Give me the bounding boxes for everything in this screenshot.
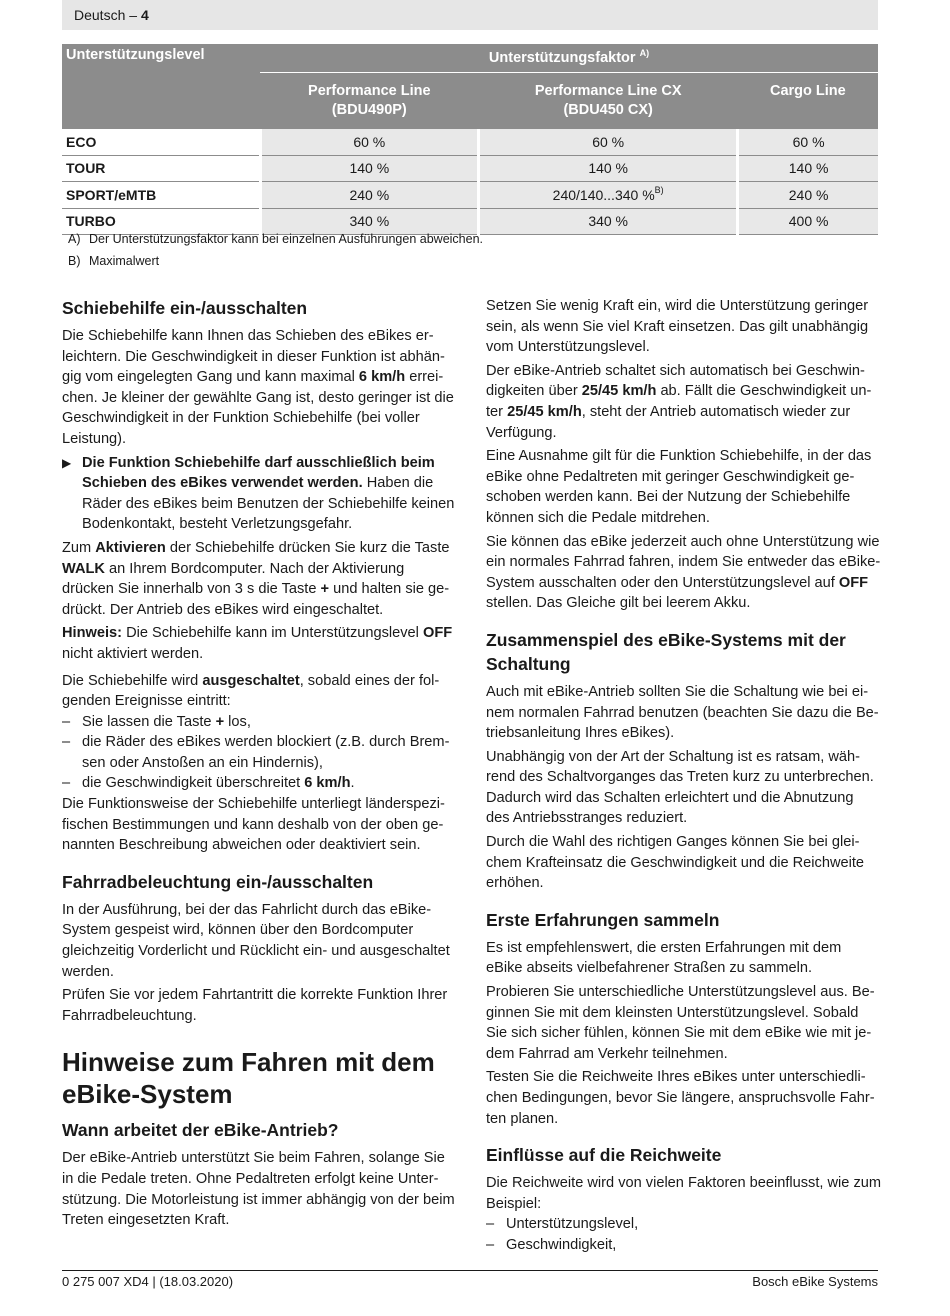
paragraph <box>486 532 881 614</box>
paragraph: Der eBike-Antrieb unterstützt Sie beim Fahren, solange Sie in die Pedale treten. Ohne Pedaltreten erfolgt keine Unterstützung. Die Motorleistung ist immer abhängig von der beim Treten eingesetzten Kraft. <box>62 1150 455 1229</box>
left-column <box>62 296 457 1234</box>
value-cell <box>479 129 738 155</box>
text: ab. Fällt die Geschwindigkeit unter <box>486 383 872 420</box>
support-factor-table <box>62 44 878 235</box>
value-cell: 240 % <box>260 182 479 209</box>
value-cell: 60 % <box>738 129 878 155</box>
value-text: 140 % <box>588 160 629 177</box>
paragraph <box>62 326 457 450</box>
text: Geschwindigkeit, <box>506 1236 617 1253</box>
table-row <box>62 208 878 235</box>
text: , steht der Antrieb automatisch wieder zur Verfügung. <box>486 403 851 441</box>
text: erreichen. Je kleiner der gewählte Gang ist, desto geringer ist die Geschwindigkeit in der Funktion Schiebehilfe (bei voller Leistung). <box>62 369 454 447</box>
brand-name: Bosch eBike Systems <box>752 1274 878 1289</box>
text: die Räder des eBikes werden blockiert (z.B. durch Bremsen oder Anstoßen an ein Hindernis), <box>82 734 450 771</box>
table-row <box>62 155 878 182</box>
text-bold: OFF <box>838 574 869 591</box>
text-bold: ausgeschaltet <box>202 672 300 689</box>
heading-zusammenspiel: Zusammenspiel des eBike-Systems mit der Schaltung <box>486 629 846 674</box>
list-item <box>486 1214 881 1235</box>
value-cell: 60 % <box>260 129 479 155</box>
warning-bold: Die Funktion Schiebehilfe darf ausschließlich beim Schieben des eBikes verwendet werden. <box>82 454 435 492</box>
paragraph: Es ist empfehlenswert, die ersten Erfahrungen mit dem eBike abseits vielbefahrener Straßen zu sammeln. <box>486 939 842 977</box>
right-column <box>486 296 881 1256</box>
value-cell: 400 % <box>738 208 878 235</box>
list-item <box>62 732 457 773</box>
text: , sobald eines der folgenden Ereignisse eintritt: <box>62 672 440 710</box>
header-line1: Performance Line CX <box>534 83 682 99</box>
text: Der eBike-Antrieb schaltet sich automatisch bei Geschwindigkeiten über <box>486 362 865 400</box>
header-line2: (BDU490P) <box>331 102 407 118</box>
footnote <box>68 254 483 268</box>
text: Die Schiebehilfe kann Ihnen das Schieben des eBikes erleichtern. Die Geschwindigkeit in dieser Funktion ist abhängig vom eingelegten Gang und kann maximal <box>62 328 445 386</box>
value-text: 340 % <box>588 213 629 230</box>
heading-fahrradbeleuchtung: Fahrradbeleuchtung ein-/ausschalten <box>62 871 374 892</box>
footnote <box>68 232 483 246</box>
page-footer <box>62 1270 878 1289</box>
text: stellen. Das Gleiche gilt bei leerem Akku. <box>486 595 751 612</box>
column-header-level: Unterstützungslevel <box>62 44 260 129</box>
value-text: 60 % <box>592 133 625 150</box>
table-footnotes <box>68 232 483 276</box>
text-bold: Aktivieren <box>95 539 166 556</box>
text: Die Schiebehilfe wird <box>62 672 203 689</box>
paragraph: In der Ausführung, bei der das Fahrlicht durch das eBike-System gespeist wird, können über den Bordcomputer gleichzeitig Vorderlicht und Rücklicht ein- und ausgeschaltet werden. <box>62 901 450 980</box>
text-bold: 25/45 km/h <box>507 403 582 420</box>
paragraph <box>62 538 457 620</box>
text-bold: OFF <box>422 625 453 642</box>
factor-header-text: Unterstützungsfaktor <box>488 50 636 66</box>
table-row <box>62 182 878 209</box>
text-bold: 25/45 km/h <box>581 383 657 400</box>
text: Unterstützungslevel, <box>506 1216 639 1233</box>
value-cell: 240 % <box>738 182 878 209</box>
footnote-mark: B) <box>654 184 664 195</box>
page-number: 4 <box>140 7 149 23</box>
text-bold: Hinweis: <box>62 625 123 642</box>
dash-bullet: – <box>62 713 71 730</box>
factor-footnote-mark: A) <box>639 48 650 58</box>
warning-item <box>62 453 457 535</box>
text: Zum <box>62 539 96 556</box>
header-line1: Cargo Line <box>769 83 846 99</box>
paragraph: Eine Ausnahme gilt für die Funktion Schiebehilfe, in der das eBike ohne Pedaltreten mit geringer Geschwindigkeit geschoben werden kann. Bei der Nutzung der Schiebehilfe können sich die Pedale mitdrehen. <box>486 448 872 526</box>
level-cell: TURBO <box>62 208 260 235</box>
text: und halten sie gedrückt. Der Antrieb des eBikes wird eingeschaltet. <box>62 581 450 618</box>
warning-text: Haben die Räder des eBikes beim Benutzen der Schiebehilfe keinen Bodenkontakt, besteht Verletzungsgefahr. <box>82 475 455 533</box>
text-bold: 6 km/h <box>304 775 351 792</box>
text-bold: 6 km/h <box>358 369 406 386</box>
value-cell: 340 % <box>260 208 479 235</box>
heading-hinweise: Hinweise zum Fahren mit dem eBike-System <box>62 1047 435 1110</box>
header-line1: Performance Line <box>308 83 431 99</box>
paragraph: Durch die Wahl des richtigen Ganges können Sie bei gleichem Krafteinsatz die Geschwindigkeit und die Reichweite erhöhen. <box>486 834 865 892</box>
value-text: 240/140...340 % <box>552 186 655 203</box>
heading-einfluesse: Einflüsse auf die Reichweite <box>486 1145 722 1166</box>
footnote-mark: A) <box>68 232 81 246</box>
column-header-performance-line <box>260 73 479 130</box>
text-bold: WALK <box>62 560 105 577</box>
footnote-text: Der Unterstützungsfaktor kann bei einzelnen Ausführungen abweichen. <box>89 232 484 246</box>
value-cell <box>479 182 738 209</box>
document-number: 0 275 007 XD4 | (18.03.2020) <box>62 1274 234 1289</box>
value-cell <box>479 155 738 182</box>
text: Die Schiebehilfe kann im Unterstützungslevel <box>122 625 423 642</box>
footnote-mark: B) <box>68 254 81 268</box>
text: los, <box>224 713 251 730</box>
header-lang: Deutsch <box>74 7 126 23</box>
text-bold: + <box>320 581 330 598</box>
paragraph: Probieren Sie unterschiedliche Unterstützungslevel aus. Beginnen Sie mit dem kleinsten Unterstützungslevel. Sobald Sie sich sicher fühlen, können Sie mit dem eBike wie mit jedem Fahrrad am Verkehr teilnehmen. <box>486 984 875 1062</box>
heading-wann: Wann arbeitet der eBike-Antrieb? <box>62 1120 339 1141</box>
column-header-factor <box>260 44 878 73</box>
paragraph: Testen Sie die Reichweite Ihres eBikes unter unterschiedlichen Bedingungen, bevor Sie längere, anspruchsvolle Fahrten planen. <box>486 1069 875 1127</box>
text: . <box>350 775 355 792</box>
text: nicht aktiviert werden. <box>62 645 204 662</box>
value-cell: 140 % <box>738 155 878 182</box>
value-cell: 140 % <box>260 155 479 182</box>
paragraph: Die Reichweite wird von vielen Faktoren beeinflusst, wie zum Beispiel: <box>486 1175 882 1212</box>
text: die Geschwindigkeit überschreitet <box>82 775 305 792</box>
triangle-bullet-icon: ▶ <box>62 455 72 470</box>
text: an Ihrem Bordcomputer. Nach der Aktivierung drücken Sie innerhalb von 3 s die Taste <box>62 560 405 598</box>
heading-schiebehilfe: Schiebehilfe ein-/ausschalten <box>62 298 308 318</box>
text-bold: + <box>215 713 225 730</box>
level-cell: ECO <box>62 129 260 155</box>
paragraph: Auch mit eBike-Antrieb sollten Sie die Schaltung wie bei einem normalen Fahrrad benutzen (beachten Sie dazu die Betriebsanleitung Ihres eBikes). <box>486 683 879 742</box>
header-line2: (BDU450 CX) <box>563 102 653 118</box>
paragraph: Setzen Sie wenig Kraft ein, wird die Unterstützung geringer sein, als wenn Sie viel Kraft einsetzen. Das gilt unabhängig vom Unterstützungslevel. <box>486 298 869 356</box>
text: der Schiebehilfe drücken Sie kurz die Taste <box>165 539 450 556</box>
paragraph <box>62 671 457 712</box>
column-header-cargo-line <box>738 73 878 130</box>
dash-bullet: – <box>486 1216 495 1233</box>
heading-erste-erfahrungen: Erste Erfahrungen sammeln <box>486 909 720 930</box>
page-header <box>62 0 878 30</box>
header-text <box>74 7 149 23</box>
dash-bullet: – <box>486 1236 495 1253</box>
dash-bullet: – <box>62 734 71 751</box>
list-item <box>486 1235 881 1256</box>
footnote-text: Maximalwert <box>89 254 160 268</box>
text: Sie lassen die Taste <box>82 713 216 730</box>
list-item <box>62 773 457 794</box>
value-cell <box>479 208 738 235</box>
paragraph: Unabhängig von der Art der Schaltung ist es ratsam, während des Schaltvorganges das Treten kurz zu unterbrechen. Dadurch wird das Schalten erleichtert und die Abnutzung des Antriebsstranges reduziert. <box>486 748 874 827</box>
dash-bullet: – <box>62 775 71 792</box>
header-separator: – <box>125 7 141 23</box>
paragraph <box>486 361 881 443</box>
level-cell: TOUR <box>62 155 260 182</box>
level-cell: SPORT/eMTB <box>62 182 260 209</box>
text: Sie können das eBike jederzeit auch ohne Unterstützung wie ein normales Fahrrad fahren, indem Sie entweder das eBike-System ausschalten oder den Unterstützungslevel auf <box>486 533 881 591</box>
paragraph: Prüfen Sie vor jedem Fahrtantritt die korrekte Funktion Ihrer Fahrradbeleuchtung. <box>62 987 448 1024</box>
paragraph: Die Funktionsweise der Schiebehilfe unterliegt länderspezifischen Bestimmungen und kann deshalb von der oben genannten Beschreibung abweichen oder deaktiviert sein. <box>62 796 445 854</box>
list-item <box>62 712 457 733</box>
paragraph <box>62 623 457 664</box>
column-header-performance-line-cx <box>479 73 738 130</box>
table-row <box>62 129 878 155</box>
